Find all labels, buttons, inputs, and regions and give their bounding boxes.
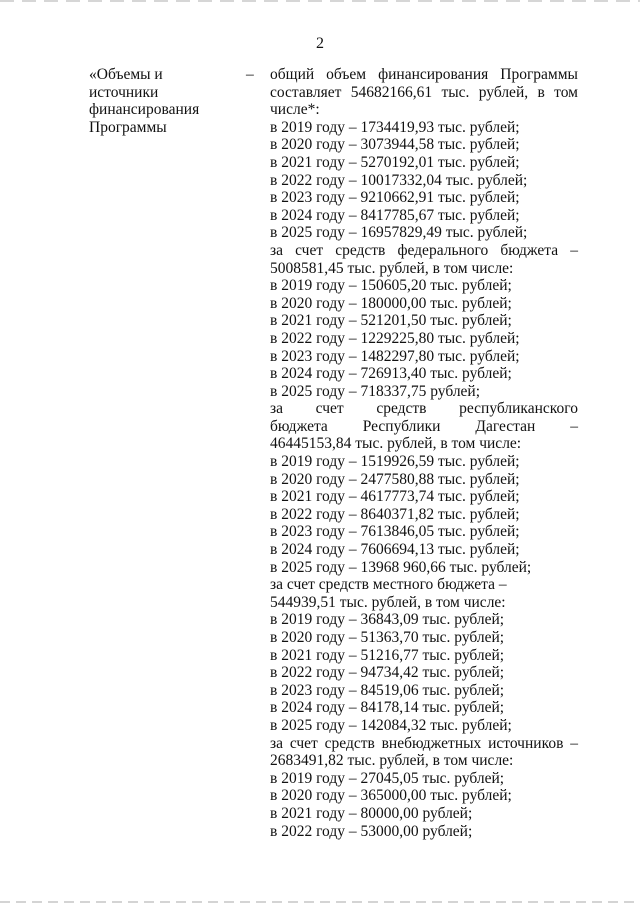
word: общий xyxy=(270,66,315,83)
word: объем xyxy=(326,66,367,83)
heading-dash: – xyxy=(246,66,254,83)
word: в xyxy=(537,83,545,101)
federal-line-1 xyxy=(270,242,578,260)
word: составляет xyxy=(270,83,342,101)
word: за xyxy=(270,241,284,259)
word: том xyxy=(554,83,578,101)
total-year-line: в 2024 году – 8417785,67 тыс. рублей; xyxy=(270,206,520,224)
total-year-line: в 2025 году – 16957829,49 тыс. рублей; xyxy=(270,224,528,242)
total-year-line: в 2022 году – 10017332,04 тыс. рублей; xyxy=(270,171,528,189)
word: счет xyxy=(289,734,318,752)
scan-edge-bottom xyxy=(0,901,640,903)
extra-year-line: в 2021 году – 80000,00 рублей; xyxy=(270,804,473,822)
federal-year-line: в 2023 году – 1482297,80 тыс. рублей; xyxy=(270,347,520,365)
federal-year-line: в 2020 году – 180000,00 тыс. рублей; xyxy=(270,294,512,312)
republic-line-1 xyxy=(270,400,578,418)
local-line-1: за счет средств местного бюджета – xyxy=(270,576,507,594)
word: бюджета xyxy=(270,417,328,435)
republic-year-line: в 2020 году – 2477580,88 тыс. рублей; xyxy=(270,470,520,488)
word: за xyxy=(270,400,284,418)
total-line-3: числе*: xyxy=(270,101,320,119)
local-year-line: в 2021 году – 51216,77 тыс. рублей; xyxy=(270,646,505,664)
republic-year-line: в 2022 году – 8640371,82 тыс. рублей; xyxy=(270,505,520,523)
republic-year-line: в 2021 году – 4617773,74 тыс. рублей; xyxy=(270,488,520,506)
republic-line-2 xyxy=(270,418,578,436)
word: федерального xyxy=(397,241,489,259)
financing-details xyxy=(270,66,578,840)
republic-year-line: в 2019 году – 1519926,59 тыс. рублей; xyxy=(270,453,520,471)
federal-year-line: в 2019 году – 150605,20 тыс. рублей; xyxy=(270,277,512,295)
word: счет xyxy=(315,400,344,418)
federal-year-line: в 2021 году – 521201,50 тыс. рублей; xyxy=(270,312,512,330)
word: бюджета xyxy=(500,241,559,259)
page-number: 2 xyxy=(316,35,324,52)
local-line-2: 544939,51 тыс. рублей, в том числе: xyxy=(270,593,506,611)
republic-line-3: 46445153,84 тыс. рублей, в том числе: xyxy=(270,435,522,453)
total-line-2 xyxy=(270,84,578,102)
total-year-line: в 2020 году – 3073944,58 тыс. рублей; xyxy=(270,136,520,154)
extra-year-line: в 2019 году – 27045,05 тыс. рублей; xyxy=(270,769,505,787)
word: – xyxy=(570,417,578,435)
word: тыс. xyxy=(441,83,470,101)
heading-line: источники xyxy=(89,83,159,101)
word: Дагестан xyxy=(475,417,536,435)
word: счет xyxy=(295,241,324,259)
extra-year-line: в 2020 году – 365000,00 тыс. рублей; xyxy=(270,787,512,805)
word: Республики xyxy=(362,417,441,435)
heading-line: финансирования xyxy=(89,101,200,119)
total-line-1 xyxy=(270,66,578,84)
total-year-line: в 2021 году – 5270192,01 тыс. рублей; xyxy=(270,153,520,171)
total-amount: 54682166,61 xyxy=(350,83,433,101)
word: средств xyxy=(335,241,386,259)
heading-line: Программы xyxy=(89,118,167,136)
word: за xyxy=(270,734,284,752)
federal-year-line: в 2025 году – 718337,75 рублей; xyxy=(270,382,481,400)
heading-line: «Объемы и xyxy=(89,66,163,83)
total-year-line: в 2019 году – 1734419,93 тыс. рублей; xyxy=(270,118,520,136)
word: средств xyxy=(376,400,427,418)
local-year-line: в 2019 году – 36843,09 тыс. рублей; xyxy=(270,611,505,629)
extra-line-2: 2683491,82 тыс. рублей, в том числе: xyxy=(270,752,514,770)
word: внебюджетных xyxy=(381,734,482,752)
word: – xyxy=(570,734,578,752)
word: средств xyxy=(324,734,375,752)
federal-year-line: в 2024 году – 726913,40 тыс. рублей; xyxy=(270,365,512,383)
section-heading xyxy=(89,66,249,136)
local-year-line: в 2020 году – 51363,70 тыс. рублей; xyxy=(270,629,505,646)
local-year-line: в 2022 году – 94734,42 тыс. рублей; xyxy=(270,664,505,682)
republic-year-line: в 2025 году – 13968 960,66 тыс. рублей; xyxy=(270,558,532,576)
word: – xyxy=(570,241,578,259)
scan-edge-top xyxy=(0,0,640,2)
local-year-line: в 2025 году – 142084,32 тыс. рублей; xyxy=(270,716,512,734)
federal-line-2: 5008581,45 тыс. рублей, в том числе: xyxy=(270,259,514,277)
extra-year-line: в 2022 году – 53000,00 рублей; xyxy=(270,822,473,840)
word: республиканского xyxy=(459,400,578,418)
word: финансирования xyxy=(378,66,489,83)
word: Программы xyxy=(500,66,578,83)
word: источников xyxy=(488,734,564,752)
federal-year-line: в 2022 году – 1229225,80 тыс. рублей; xyxy=(270,329,520,347)
local-year-line: в 2024 году – 84178,14 тыс. рублей; xyxy=(270,699,505,717)
republic-year-line: в 2024 году – 7606694,13 тыс. рублей; xyxy=(270,541,520,559)
total-year-line: в 2023 году – 9210662,91 тыс. рублей; xyxy=(270,189,520,207)
local-year-line: в 2023 году – 84519,06 тыс. рублей; xyxy=(270,681,505,699)
word: рублей, xyxy=(478,83,529,101)
extra-line-1 xyxy=(270,735,578,753)
republic-year-line: в 2023 году – 7613846,05 тыс. рублей; xyxy=(270,523,520,541)
